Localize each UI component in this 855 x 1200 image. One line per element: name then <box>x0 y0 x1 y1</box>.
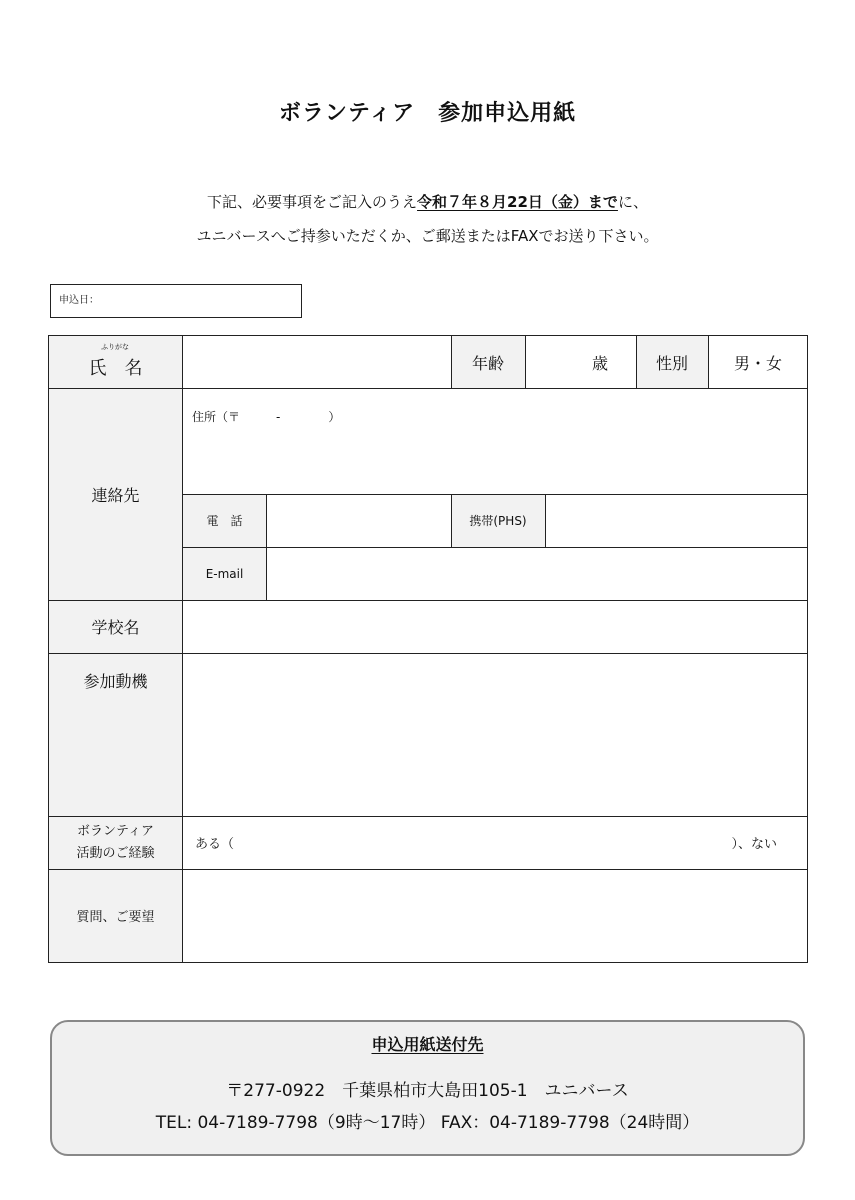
instruction-text: 下記、必要事項をご記入のうえ <box>207 193 418 211</box>
gender-label: 性別 <box>655 353 688 373</box>
motive-label: 参加動機 <box>83 672 148 691</box>
submission-address-title: 申込用紙送付先 <box>371 1035 484 1054</box>
experience-input[interactable] <box>183 816 807 869</box>
name-ruby-label: ふりがな <box>101 343 129 351</box>
submission-contact-numbers: TEL: 04-7189-7798（9時～17時） FAX：04-7189-7798（24時間） <box>155 1113 700 1133</box>
experience-no-text: ）、ない <box>731 837 777 852</box>
experience-label-line1: ボランティア <box>77 823 154 839</box>
instruction-text-end: に、 <box>617 193 648 211</box>
experience-label-line2: 活動のご経験 <box>76 845 155 861</box>
address-label: 住所（〒 - ） <box>192 410 341 424</box>
school-label: 学校名 <box>91 618 140 637</box>
gender-options[interactable]: 男・女 <box>733 353 782 373</box>
school-input[interactable] <box>183 600 807 653</box>
submission-postal-address: 〒277-0922 千葉県柏市大島田105-1 ユニバース <box>226 1081 629 1101</box>
motive-input[interactable] <box>183 653 807 816</box>
deadline-text: 令和７年８月22日（金）まで <box>417 193 618 211</box>
instruction-line-2: ユニバースへご持参いただくか、ご郵送またはFAXでお送り下さい。 <box>196 227 659 245</box>
name-input[interactable] <box>183 336 451 388</box>
page-title: ボランティア 参加申込用紙 <box>278 101 577 126</box>
address-input[interactable] <box>183 388 807 494</box>
age-input[interactable] <box>526 336 636 388</box>
age-unit: 歳 <box>591 353 608 373</box>
name-label: 氏 名 <box>88 358 143 379</box>
contact-label: 連絡先 <box>91 485 140 505</box>
mobile-label: 携帯(PHS) <box>469 514 527 528</box>
application-date-label: 申込日： <box>59 295 99 306</box>
experience-label <box>49 816 182 869</box>
questions-input[interactable] <box>183 869 807 962</box>
phone-label: 電 話 <box>206 514 243 528</box>
email-input[interactable] <box>267 547 807 600</box>
experience-yes-text: ある（ <box>195 837 235 852</box>
application-form-table <box>48 335 808 963</box>
email-label: E-mail <box>205 566 244 581</box>
questions-label: 質問、ご要望 <box>76 910 155 925</box>
mobile-input[interactable] <box>546 494 807 547</box>
phone-input[interactable] <box>267 494 451 547</box>
name-label-cell <box>49 336 182 388</box>
application-date-field[interactable] <box>50 284 302 318</box>
age-label: 年齢 <box>471 353 504 373</box>
instruction-line-1 <box>0 192 855 212</box>
submission-address-box <box>50 1020 805 1156</box>
